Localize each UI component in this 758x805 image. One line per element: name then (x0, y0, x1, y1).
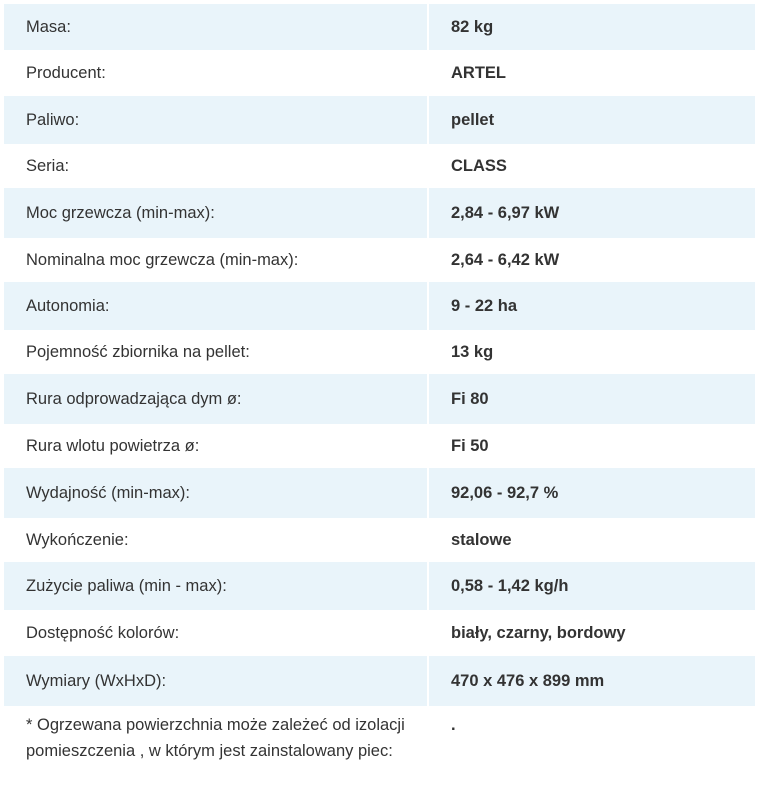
spec-value: 470 x 476 x 899 mm (428, 656, 755, 706)
spec-row-rura-odprowadzajaca (4, 374, 755, 424)
spec-table (4, 4, 755, 805)
footnote-text: * Ogrzewana powierzchnia może zależeć od izolacji pomieszczenia , w którym jest zainstalowany piec: (4, 706, 428, 805)
spec-row-dostepnosc-kolorow (4, 610, 755, 656)
spec-row-pojemnosc-zbiornika (4, 330, 755, 374)
spec-label: Paliwo: (4, 96, 428, 144)
spec-value: 9 - 22 ha (428, 282, 755, 330)
spec-row-paliwo (4, 96, 755, 144)
spec-value: CLASS (428, 144, 755, 188)
spec-row-zuzycie-paliwa (4, 562, 755, 610)
spec-label: Masa: (4, 4, 428, 50)
spec-value: pellet (428, 96, 755, 144)
spec-value: biały, czarny, bordowy (428, 610, 755, 656)
spec-label: Rura odprowadzająca dym ø: (4, 374, 428, 424)
spec-row-footnote (4, 706, 755, 805)
spec-value: 2,84 - 6,97 kW (428, 188, 755, 238)
spec-value: stalowe (428, 518, 755, 562)
spec-row-nominalna-moc (4, 238, 755, 282)
spec-row-producent (4, 50, 755, 96)
spec-label: Seria: (4, 144, 428, 188)
spec-row-rura-wlotu (4, 424, 755, 468)
spec-row-wydajnosc (4, 468, 755, 518)
spec-label: Rura wlotu powietrza ø: (4, 424, 428, 468)
spec-label: Dostępność kolorów: (4, 610, 428, 656)
spec-label: Nominalna moc grzewcza (min-max): (4, 238, 428, 282)
footnote-value: . (428, 706, 755, 805)
spec-label: Wykończenie: (4, 518, 428, 562)
spec-row-wymiary (4, 656, 755, 706)
spec-row-wykonczenie (4, 518, 755, 562)
spec-row-autonomia (4, 282, 755, 330)
spec-label: Wydajność (min-max): (4, 468, 428, 518)
spec-label: Autonomia: (4, 282, 428, 330)
spec-value: 2,64 - 6,42 kW (428, 238, 755, 282)
spec-table-body (4, 4, 755, 805)
spec-value: 13 kg (428, 330, 755, 374)
spec-row-moc-grzewcza (4, 188, 755, 238)
spec-label: Moc grzewcza (min-max): (4, 188, 428, 238)
spec-value: 82 kg (428, 4, 755, 50)
spec-label: Wymiary (WxHxD): (4, 656, 428, 706)
spec-value: Fi 50 (428, 424, 755, 468)
spec-label: Producent: (4, 50, 428, 96)
spec-row-masa (4, 4, 755, 50)
spec-value: 0,58 - 1,42 kg/h (428, 562, 755, 610)
spec-row-seria (4, 144, 755, 188)
spec-value: Fi 80 (428, 374, 755, 424)
spec-label: Pojemność zbiornika na pellet: (4, 330, 428, 374)
spec-value: ARTEL (428, 50, 755, 96)
spec-label: Zużycie paliwa (min - max): (4, 562, 428, 610)
spec-value: 92,06 - 92,7 % (428, 468, 755, 518)
